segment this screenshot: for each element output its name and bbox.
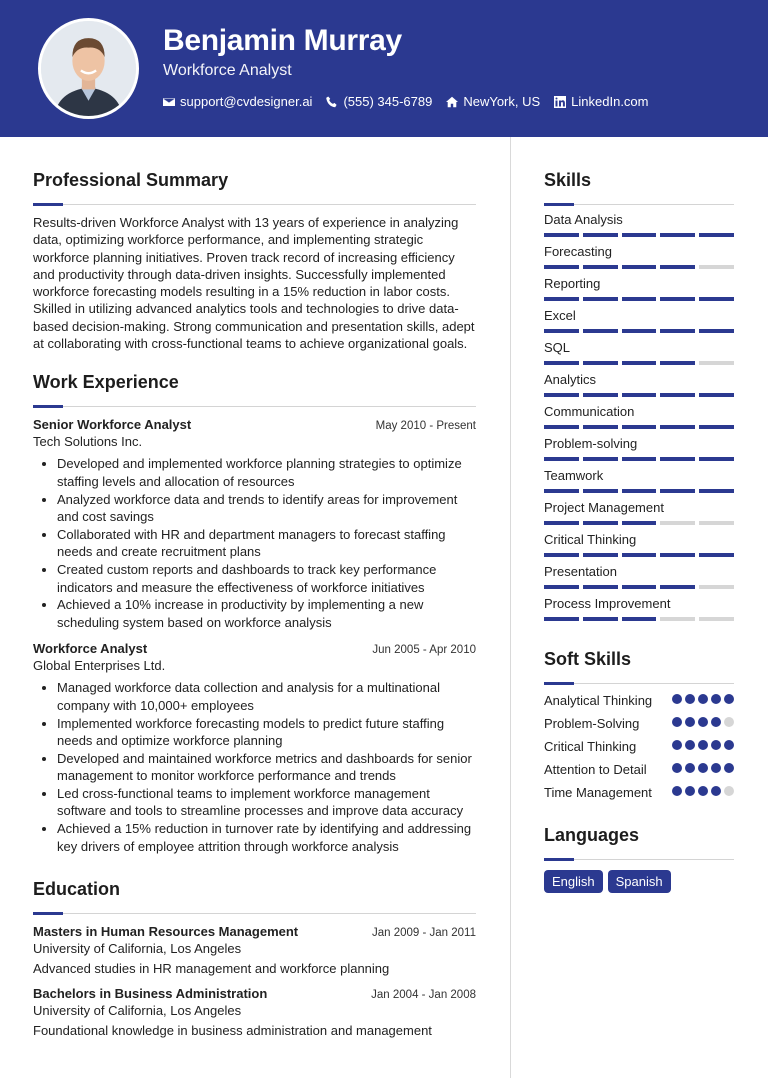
skill-level-segment [699, 329, 734, 333]
skill-level-segment [544, 489, 579, 493]
skill-item [544, 404, 734, 429]
rating-dot [672, 740, 682, 750]
rating-dot [711, 694, 721, 704]
contact-location [446, 94, 540, 109]
skill-level-segment [583, 425, 618, 429]
skill-name: Teamwork [544, 468, 604, 483]
resume-header [0, 0, 768, 137]
job-company: Global Enterprises Ltd. [33, 658, 166, 674]
skill-level-bar [544, 489, 734, 493]
soft-skill-item [544, 715, 734, 732]
rating-dot [724, 786, 734, 796]
job-title: Workforce Analyst [33, 641, 148, 657]
soft-skill-name: Analytical Thinking [544, 693, 653, 708]
linkedin-text: LinkedIn.com [571, 94, 649, 109]
rating-dot [711, 717, 721, 727]
skill-level-segment [583, 489, 618, 493]
email-text: support@cvdesigner.ai [180, 94, 313, 109]
skill-level-segment [583, 393, 618, 397]
skill-level-segment [583, 585, 618, 589]
person-icon [41, 21, 136, 116]
soft-skill-name: Problem-Solving [544, 716, 640, 731]
language-badge: Spanish [608, 870, 671, 893]
soft-skill-rating [672, 717, 734, 727]
skill-level-segment [544, 617, 579, 621]
language-badge: English [544, 870, 603, 893]
envelope-icon [163, 96, 175, 108]
section-divider [544, 197, 734, 205]
skill-level-segment [622, 425, 657, 429]
skill-item [544, 372, 734, 397]
school-name: University of California, Los Angeles [33, 1003, 242, 1019]
education-date: Jan 2009 - Jan 2011 [371, 927, 476, 940]
skill-name: Critical Thinking [544, 532, 637, 547]
skill-level-bar [544, 233, 734, 237]
summary-text: Results-driven Workforce Analyst with 13 years of experience in analyzing data, optimizing workforce performance, and implementing strategic workforce planning initiatives. Proven track record of increasing efficiency and productivity through data-driven insights. Successfully implemented workforce forecasting models resulting in a 15% reduction in labor costs. Skilled in utilizing advanced analytics tools and technologies to drive data-based decision-making. Strong communication and presentation skills, adept at collaborating with cross-functional teams to achieve organizational goals. [33, 215, 475, 352]
skill-level-bar [544, 393, 734, 397]
column-divider [510, 137, 511, 1078]
education-date: Jan 2004 - Jan 2008 [371, 989, 476, 1002]
skills-heading: Skills [544, 170, 592, 190]
skill-level-segment [622, 585, 657, 589]
skill-level-bar [544, 329, 734, 333]
bullet-item: • Collaborated with HR and department managers to forecast staffing needs and create recruitment plans [57, 526, 476, 561]
education-entry [33, 986, 476, 1038]
rating-dot [724, 740, 734, 750]
section-divider [33, 197, 476, 205]
soft-skill-rating [672, 786, 734, 796]
skill-level-segment [622, 617, 657, 621]
bullet-item: • Created custom reports and dashboards to track key performance indicators and measure the effectiveness of workforce initiatives [57, 561, 476, 596]
profile-photo [38, 18, 139, 119]
home-icon [446, 96, 458, 108]
skill-item [544, 500, 734, 525]
contact-bar [163, 94, 649, 109]
skill-item [544, 596, 734, 621]
skill-name: Presentation [544, 564, 617, 579]
degree-title: Bachelors in Business Administration [33, 986, 268, 1002]
skill-item [544, 212, 734, 237]
skill-item [544, 532, 734, 557]
soft-skill-item [544, 761, 734, 778]
skill-level-bar [544, 265, 734, 269]
education-heading: Education [33, 879, 121, 900]
skill-level-segment [699, 297, 734, 301]
rating-dot [698, 740, 708, 750]
skill-level-segment [583, 297, 618, 301]
skill-name: Forecasting [544, 244, 612, 259]
skill-level-segment [622, 233, 657, 237]
skill-level-segment [622, 329, 657, 333]
skill-level-segment [544, 297, 579, 301]
soft-skill-item [544, 738, 734, 755]
rating-dot [672, 694, 682, 704]
soft-skill-item [544, 784, 734, 801]
skill-level-segment [660, 425, 695, 429]
rating-dot [698, 786, 708, 796]
skill-item [544, 468, 734, 493]
skill-name: Excel [544, 308, 576, 323]
skill-level-segment [660, 521, 695, 525]
skill-level-segment [622, 521, 657, 525]
bullet-item: • Developed and maintained workforce metrics and dashboards for senior management to monitor workforce performance and trends [57, 750, 476, 785]
rating-dot [711, 786, 721, 796]
bullet-item: • Achieved a 10% increase in productivity by implementing a new scheduling system based on workforce analysis [57, 596, 476, 631]
soft-skill-rating [672, 763, 734, 773]
bullet-item: • Analyzed workforce data and trends to identify areas for improvement and cost savings [57, 491, 476, 526]
skill-level-segment [583, 553, 618, 557]
rating-dot [698, 694, 708, 704]
skill-level-segment [699, 361, 734, 365]
skill-level-segment [544, 393, 579, 397]
skill-level-segment [699, 265, 734, 269]
skill-level-bar [544, 521, 734, 525]
contact-phone[interactable] [326, 94, 432, 109]
skill-level-segment [660, 233, 695, 237]
skill-level-segment [622, 265, 657, 269]
skill-level-segment [699, 617, 734, 621]
experience-heading: Work Experience [33, 372, 179, 393]
skill-level-segment [544, 553, 579, 557]
rating-dot [711, 740, 721, 750]
sidebar [544, 170, 734, 893]
soft-skill-item [544, 692, 734, 709]
soft-skill-rating [672, 740, 734, 750]
bullet-item: • Implemented workforce forecasting models to predict future staffing needs and optimize workforce planning [57, 715, 476, 750]
skill-level-segment [660, 393, 695, 397]
contact-linkedin[interactable] [554, 94, 648, 109]
skill-level-segment [544, 457, 579, 461]
skill-name: SQL [544, 340, 571, 355]
languages-heading: Languages [544, 825, 640, 845]
degree-title: Masters in Human Resources Management [33, 924, 299, 940]
skill-name: Problem-solving [544, 436, 638, 451]
skill-level-segment [699, 521, 734, 525]
skill-level-segment [583, 265, 618, 269]
skill-level-segment [699, 553, 734, 557]
phone-icon [326, 96, 338, 108]
skill-level-bar [544, 585, 734, 589]
skill-level-segment [622, 489, 657, 493]
education-description: Foundational knowledge in business administration and management [33, 1023, 432, 1039]
soft-skill-name: Time Management [544, 785, 652, 800]
skill-level-segment [660, 457, 695, 461]
skill-level-segment [583, 233, 618, 237]
skill-level-segment [660, 361, 695, 365]
skill-name: Analytics [544, 372, 597, 387]
skill-level-segment [660, 297, 695, 301]
education-description: Advanced studies in HR management and workforce planning [33, 961, 390, 977]
rating-dot [711, 763, 721, 773]
skill-level-bar [544, 553, 734, 557]
education-entry [33, 924, 476, 976]
skill-level-segment [660, 617, 695, 621]
skill-level-segment [583, 617, 618, 621]
skill-level-segment [544, 361, 579, 365]
skill-level-segment [699, 489, 734, 493]
skill-item [544, 436, 734, 461]
job-bullets [33, 455, 476, 631]
skill-level-segment [660, 553, 695, 557]
rating-dot [672, 786, 682, 796]
bullet-item: • Managed workforce data collection and analysis for a multinational company with 10,000+ employees [57, 679, 476, 714]
skill-level-segment [544, 329, 579, 333]
skill-name: Project Management [544, 500, 664, 515]
rating-dot [685, 786, 695, 796]
skill-level-segment [583, 457, 618, 461]
rating-dot [724, 717, 734, 727]
job-entry [33, 641, 476, 855]
skills-list [544, 212, 734, 621]
soft-skill-name: Attention to Detail [544, 762, 647, 777]
skill-level-segment [622, 457, 657, 461]
skill-level-segment [544, 585, 579, 589]
summary-heading: Professional Summary [33, 170, 229, 190]
bullet-item: • Achieved a 15% reduction in turnover rate by identifying and addressing key drivers of employee attrition through workforce analysis [57, 820, 476, 855]
skill-level-bar [544, 457, 734, 461]
skill-level-bar [544, 361, 734, 365]
job-bullets [33, 679, 476, 855]
skill-level-segment [699, 425, 734, 429]
languages-list [544, 870, 734, 893]
skill-level-segment [699, 393, 734, 397]
rating-dot [724, 763, 734, 773]
job-company: Tech Solutions Inc. [33, 434, 143, 450]
skill-level-segment [583, 329, 618, 333]
skill-level-segment [699, 233, 734, 237]
rating-dot [685, 717, 695, 727]
soft-skills-heading: Soft Skills [544, 649, 632, 669]
soft-skill-name: Critical Thinking [544, 739, 637, 754]
candidate-title: Workforce Analyst [163, 62, 292, 79]
school-name: University of California, Los Angeles [33, 941, 242, 957]
rating-dot [685, 740, 695, 750]
skill-item [544, 564, 734, 589]
skill-name: Data Analysis [544, 212, 623, 227]
section-divider [33, 399, 476, 407]
skill-level-segment [544, 265, 579, 269]
candidate-name: Benjamin Murray [163, 24, 402, 57]
soft-skills-list [544, 692, 734, 801]
skill-level-segment [622, 361, 657, 365]
soft-skill-rating [672, 694, 734, 704]
skill-item [544, 244, 734, 269]
job-entry [33, 417, 476, 631]
rating-dot [724, 694, 734, 704]
skill-level-segment [544, 233, 579, 237]
section-divider [544, 852, 734, 860]
location-text: NewYork, US [463, 94, 541, 109]
skill-level-segment [583, 361, 618, 365]
section-divider [544, 676, 734, 684]
linkedin-icon [554, 96, 566, 108]
rating-dot [685, 694, 695, 704]
rating-dot [672, 717, 682, 727]
main-column [33, 170, 476, 1038]
skill-level-segment [583, 521, 618, 525]
skill-level-segment [544, 425, 579, 429]
skill-item [544, 276, 734, 301]
job-date: Jun 2005 - Apr 2010 [372, 644, 476, 657]
section-divider [33, 906, 476, 914]
rating-dot [685, 763, 695, 773]
job-title: Senior Workforce Analyst [33, 417, 192, 433]
skill-level-bar [544, 617, 734, 621]
skill-item [544, 308, 734, 333]
skill-level-segment [699, 585, 734, 589]
rating-dot [698, 717, 708, 727]
contact-email[interactable] [163, 94, 312, 109]
skill-level-segment [660, 489, 695, 493]
skill-level-segment [622, 393, 657, 397]
skill-item [544, 340, 734, 365]
rating-dot [698, 763, 708, 773]
skill-level-segment [699, 457, 734, 461]
skill-level-segment [660, 585, 695, 589]
bullet-item: • Developed and implemented workforce planning strategies to optimize staffing levels and allocation of resources [57, 455, 476, 490]
phone-text: (555) 345-6789 [343, 94, 433, 109]
job-date: May 2010 - Present [375, 420, 476, 433]
skill-level-bar [544, 425, 734, 429]
rating-dot [672, 763, 682, 773]
skill-level-segment [544, 521, 579, 525]
bullet-item: • Led cross-functional teams to implement workforce management software and tools to streamline processes and improve data accuracy [57, 785, 476, 820]
skill-name: Communication [544, 404, 635, 419]
skill-name: Process Improvement [544, 596, 671, 611]
skill-level-bar [544, 297, 734, 301]
skill-name: Reporting [544, 276, 601, 291]
skill-level-segment [622, 553, 657, 557]
skill-level-segment [622, 297, 657, 301]
skill-level-segment [660, 265, 695, 269]
skill-level-segment [660, 329, 695, 333]
